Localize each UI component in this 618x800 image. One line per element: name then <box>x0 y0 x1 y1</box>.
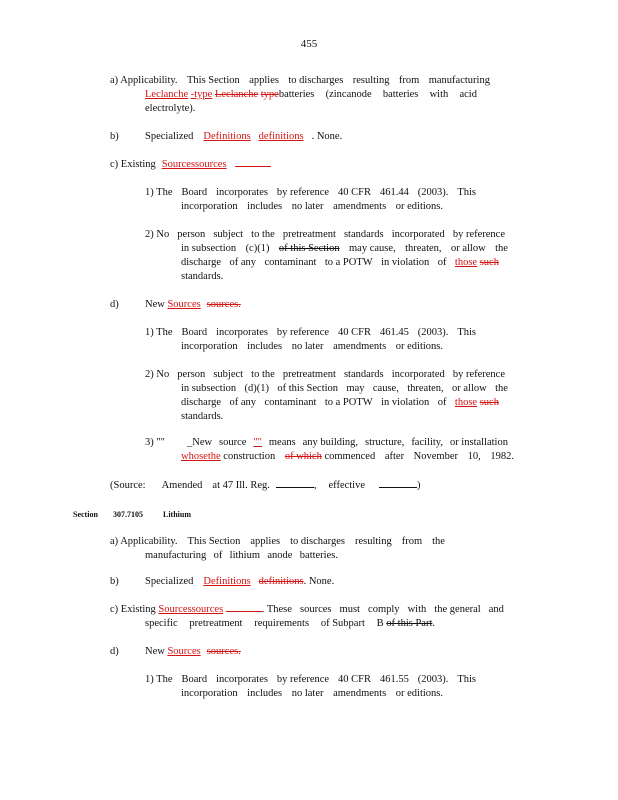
text-fragment: person <box>177 229 206 240</box>
text-fragment: commenced <box>324 451 376 462</box>
text-fragment: cause, <box>372 383 399 394</box>
text-fragment: after <box>384 451 405 462</box>
text-fragment: (d)(1) <box>244 383 269 394</box>
text-fragment: or installation <box>449 437 508 448</box>
text-fragment: a) Applicability. <box>110 75 178 86</box>
text-fragment: anode <box>267 550 293 561</box>
text-fragment: includes <box>247 688 283 699</box>
p1-d3-line1 <box>187 436 508 450</box>
text-fragment: incorporates <box>216 674 268 685</box>
text-fragment: includes <box>247 201 283 212</box>
text-fragment: lithium <box>229 550 261 561</box>
p1-c2-line1 <box>145 228 505 242</box>
text-fragment: Board <box>181 674 208 685</box>
p1-a-line1 <box>110 74 490 88</box>
text-fragment: means <box>268 437 296 448</box>
text-fragment: the <box>495 243 508 254</box>
text-fragment: to the <box>251 369 275 380</box>
text-fragment: to a POTW <box>324 397 373 408</box>
text-fragment: 1) The <box>145 674 173 685</box>
blank-line <box>276 478 314 488</box>
text-fragment: person <box>177 369 206 380</box>
text-fragment: requirements <box>254 618 310 629</box>
text-fragment: incorporation <box>181 688 238 699</box>
p1-subsection-c <box>110 158 271 172</box>
p2-subsection-d-label: d) <box>110 646 119 657</box>
text-fragment: threaten, <box>407 383 444 394</box>
p1-d1-line1 <box>145 326 476 340</box>
text-fragment: with <box>407 604 427 615</box>
inserted-text: -type <box>190 89 213 100</box>
text-fragment: no later <box>291 201 324 212</box>
text-fragment: 40 CFR <box>338 674 371 685</box>
text-fragment: by reference <box>276 674 330 685</box>
inserted-text: definitions <box>258 131 304 142</box>
deleted-text: of this Section <box>278 243 340 254</box>
p2-a-line2 <box>145 549 338 563</box>
text-fragment: (2003). <box>417 674 449 685</box>
text-fragment: 461.45 <box>379 327 409 338</box>
text-fragment: to discharges <box>288 75 344 86</box>
text-fragment: incorporation <box>181 201 238 212</box>
text-fragment: (zincanode <box>325 89 372 100</box>
text-fragment: 40 CFR <box>338 327 371 338</box>
section-title: Lithium <box>163 510 192 519</box>
text-fragment: 2) No <box>145 369 170 380</box>
text-fragment: or editions. <box>395 688 443 699</box>
text-fragment: c) Existing <box>110 159 156 170</box>
text-fragment: by reference <box>276 187 330 198</box>
text-fragment: to a POTW <box>324 257 373 268</box>
text-fragment: (2003). <box>417 327 449 338</box>
text-fragment: 1) The <box>145 327 173 338</box>
text-fragment: no later <box>291 688 324 699</box>
text-fragment: This <box>457 674 476 685</box>
text-fragment: standards <box>343 369 384 380</box>
text-fragment: Specialized <box>145 576 194 587</box>
text-fragment: 10, <box>467 451 481 462</box>
text-fragment: 1982. <box>490 451 514 462</box>
text-fragment: applies <box>249 75 279 86</box>
text-fragment: pretreatment <box>282 229 336 240</box>
inserted-text: Sourcessources <box>158 604 224 615</box>
deleted-text: Leclanche <box>214 89 259 100</box>
p1-d2-line4: standards. <box>181 411 224 422</box>
text-fragment: subject <box>213 229 244 240</box>
deleted-text: sources <box>206 299 239 310</box>
p1-d2-line3 <box>181 396 499 410</box>
text-fragment: . <box>238 299 241 310</box>
p1-subsection-a <box>110 74 490 88</box>
text-fragment: of Subpart <box>320 618 365 629</box>
p1-d3-num: 3) "" <box>145 437 165 448</box>
text-fragment: B <box>376 618 384 629</box>
p1-d2-line2 <box>181 382 508 396</box>
text-fragment: specific <box>145 618 178 629</box>
inserted-text: those <box>454 257 478 268</box>
text-fragment: incorporated <box>391 369 445 380</box>
source-note <box>110 478 421 493</box>
inserted-text: Definitions <box>203 131 251 142</box>
text-fragment: of <box>213 550 223 561</box>
text-fragment: of this Section <box>277 383 339 394</box>
text-fragment: comply <box>368 604 400 615</box>
text-fragment: 2) No <box>145 229 170 240</box>
text-fragment: New <box>145 299 165 310</box>
p1-d3-line2 <box>181 450 514 464</box>
text-fragment: batteries <box>382 89 419 100</box>
text-fragment: contaminant <box>264 257 317 268</box>
text-fragment: . <box>238 646 241 657</box>
text-fragment: from <box>398 75 420 86</box>
text-fragment: applies <box>250 536 281 547</box>
text-fragment: in violation <box>381 257 430 268</box>
p1-a-line3: electrolyte). <box>145 103 196 114</box>
text-fragment: facility, <box>411 437 443 448</box>
p2-subsection-b <box>145 575 334 589</box>
text-fragment: . <box>432 618 435 629</box>
text-fragment: of any <box>229 257 257 268</box>
deleted-text: such <box>479 397 499 408</box>
p1-subsection-b-label: b) <box>110 131 119 142</box>
text-fragment: (c)(1) <box>245 243 270 254</box>
text-fragment: incorporation <box>181 341 238 352</box>
inserted-text: Sources <box>167 299 201 310</box>
deleted-text <box>226 605 262 612</box>
text-fragment: amendments <box>333 201 387 212</box>
deleted-text: type <box>260 89 279 100</box>
inserted-text: Sourcessources <box>161 159 227 170</box>
text-fragment: threaten, <box>405 243 442 254</box>
text-fragment: manufacturing <box>145 550 207 561</box>
text-fragment: of <box>437 257 447 268</box>
text-fragment: . These <box>261 604 292 615</box>
inserted-text: "" <box>253 437 262 448</box>
text-fragment: and <box>488 604 504 615</box>
text-fragment: amendments <box>333 688 387 699</box>
text-fragment: contaminant <box>264 397 317 408</box>
inserted-text: Sources <box>167 646 201 657</box>
text-fragment: This <box>457 187 476 198</box>
text-fragment: the general <box>434 604 481 615</box>
text-fragment: no later <box>291 341 324 352</box>
text-fragment: Board <box>181 327 208 338</box>
text-fragment: incorporates <box>216 187 268 198</box>
p1-a-line2 <box>145 88 477 102</box>
p2-c-line2 <box>145 617 435 631</box>
text-fragment: , <box>313 480 317 491</box>
text-fragment: Amended <box>161 480 203 491</box>
section-label: Section <box>73 510 98 519</box>
text-fragment: structure, <box>365 437 405 448</box>
text-fragment: (2003). <box>417 187 449 198</box>
text-fragment: This Section <box>186 75 240 86</box>
text-fragment: Board <box>181 187 208 198</box>
text-fragment: . None. <box>303 576 335 587</box>
text-fragment: to the <box>251 229 275 240</box>
text-fragment: incorporates <box>216 327 268 338</box>
text-fragment: 461.55 <box>379 674 409 685</box>
p2-subsection-b-label: b) <box>110 576 119 587</box>
inserted-text: Leclanche <box>145 89 189 100</box>
page-number: 455 <box>300 38 318 50</box>
text-fragment: _New <box>187 437 213 448</box>
text-fragment: construction <box>223 451 276 462</box>
text-fragment: by reference <box>452 229 505 240</box>
deleted-text: of which <box>284 451 322 462</box>
text-fragment: must <box>339 604 360 615</box>
text-fragment: resulting <box>352 75 390 86</box>
text-fragment: Specialized <box>145 131 194 142</box>
text-fragment: at 47 Ill. Reg. <box>212 480 270 491</box>
text-fragment: the <box>432 536 445 547</box>
text-fragment: 461.44 <box>379 187 409 198</box>
p1-subsection-b <box>145 130 342 144</box>
p1-c2-line3 <box>181 256 499 270</box>
inserted-text: whosethe <box>181 451 221 462</box>
text-fragment: November <box>413 451 458 462</box>
text-fragment: c) Existing <box>110 604 156 615</box>
p1-c2-line4: standards. <box>181 271 224 282</box>
text-fragment: acid <box>459 89 477 100</box>
text-fragment: pretreatment <box>282 369 336 380</box>
inserted-text: those <box>454 397 478 408</box>
text-fragment: or allow <box>450 243 486 254</box>
text-fragment: to discharges <box>290 536 345 547</box>
text-fragment: may <box>346 383 365 394</box>
p1-c1-line1 <box>145 186 476 200</box>
text-fragment: (Source: <box>110 480 146 491</box>
text-fragment: 1) The <box>145 187 173 198</box>
text-fragment: or allow <box>452 383 487 394</box>
text-fragment: discharge <box>181 397 222 408</box>
text-fragment: This Section <box>187 536 241 547</box>
text-fragment: effective <box>328 480 366 491</box>
text-fragment: subject <box>213 369 244 380</box>
text-fragment: the <box>495 383 508 394</box>
text-fragment: standards <box>343 229 384 240</box>
p1-c2-line2 <box>181 242 508 256</box>
p2-a-line1 <box>110 535 445 549</box>
text-fragment: incorporated <box>391 229 445 240</box>
p2-d1-line2 <box>181 687 443 701</box>
text-fragment: in subsection <box>181 243 237 254</box>
p2-d1-line1 <box>145 673 476 687</box>
p1-subsection-d-label: d) <box>110 299 119 310</box>
text-fragment: source <box>219 437 247 448</box>
text-fragment: of <box>437 397 447 408</box>
p2-c-line1 <box>110 603 504 617</box>
text-fragment: includes <box>247 341 283 352</box>
p2-subsection-d <box>145 645 241 659</box>
blank-line <box>379 478 417 488</box>
text-fragment: with <box>429 89 449 100</box>
p1-subsection-d <box>145 298 241 312</box>
text-fragment: New <box>145 646 165 657</box>
deleted-text: sources <box>206 646 239 657</box>
text-fragment: ) <box>417 480 421 491</box>
text-fragment: This <box>457 327 476 338</box>
text-fragment: batteries <box>278 89 315 100</box>
text-fragment: or editions. <box>395 341 443 352</box>
p1-c1-line2 <box>181 200 443 214</box>
deleted-text: such <box>479 257 499 268</box>
text-fragment: of any <box>229 397 257 408</box>
deleted-text: of this Part <box>386 618 433 629</box>
text-fragment: . None. <box>311 131 343 142</box>
text-fragment: by reference <box>452 369 505 380</box>
inserted-text: Definitions <box>203 576 251 587</box>
text-fragment: in subsection <box>181 383 237 394</box>
text-fragment: a) Applicability. <box>110 536 178 547</box>
text-fragment: manufacturing <box>428 75 490 86</box>
text-fragment: in violation <box>381 397 430 408</box>
text-fragment: discharge <box>181 257 222 268</box>
text-fragment: or editions. <box>395 201 443 212</box>
text-fragment: sources <box>299 604 332 615</box>
p1-d1-line2 <box>181 340 443 354</box>
deleted-text <box>235 160 271 167</box>
text-fragment: any building, <box>302 437 359 448</box>
text-fragment: from <box>401 536 423 547</box>
p1-d2-line1 <box>145 368 505 382</box>
text-fragment: may cause, <box>349 243 396 254</box>
text-fragment: 40 CFR <box>338 187 371 198</box>
text-fragment: by reference <box>276 327 330 338</box>
text-fragment: pretreatment <box>189 618 243 629</box>
text-fragment: resulting <box>354 536 392 547</box>
deleted-text: definitions <box>258 576 304 587</box>
text-fragment: batteries. <box>299 550 338 561</box>
text-fragment: amendments <box>333 341 387 352</box>
section-number: 307.7105 <box>113 510 143 519</box>
